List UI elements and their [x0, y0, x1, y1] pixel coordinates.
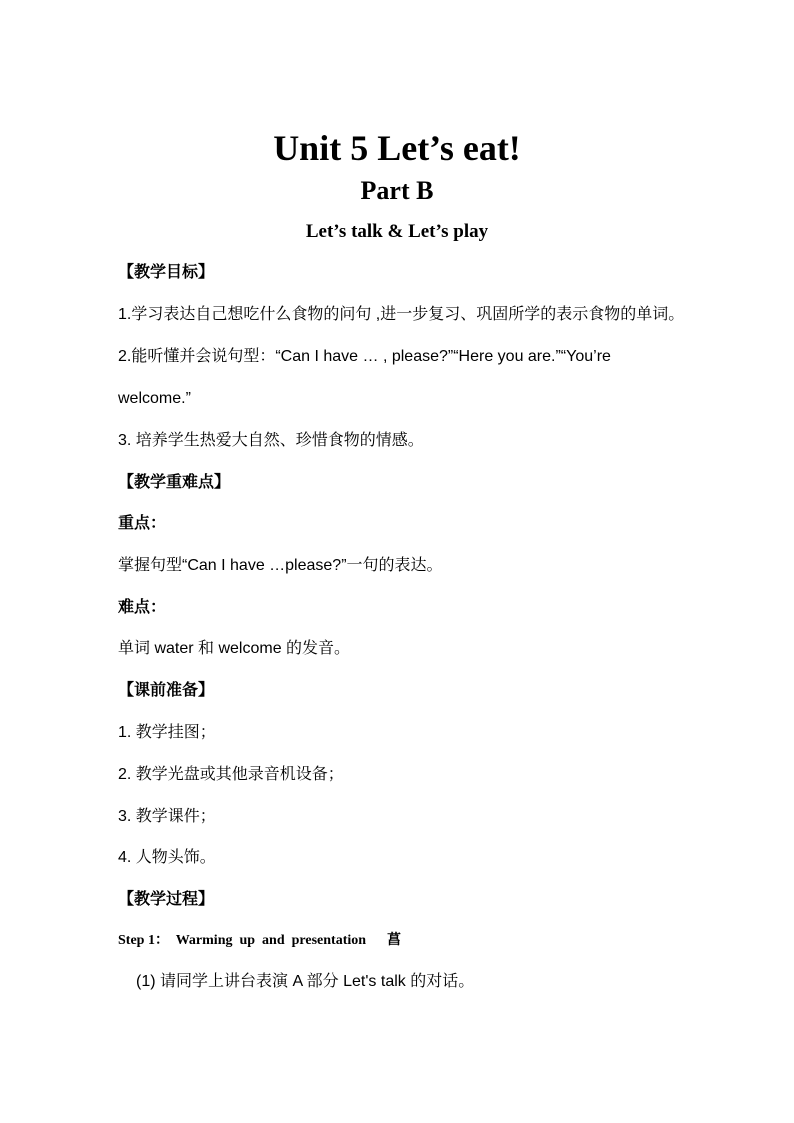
focus-label: 重点： — [118, 515, 167, 532]
objective-item-3: 3. 培养学生热爱大自然、珍惜食物的情感。 — [118, 432, 424, 449]
difficulty-text: 单词 water 和 welcome 的发音。 — [118, 640, 351, 657]
focus-text: 掌握句型“Can I have …please?”一句的表达。 — [118, 557, 443, 574]
key-points-heading: 【教学重难点】 — [118, 474, 231, 491]
lesson-title: Let’s talk & Let’s play — [305, 221, 489, 242]
objective-item-2-line-2: welcome.” — [118, 390, 191, 407]
preparation-item: 3. 教学课件； — [118, 808, 216, 825]
unit-title: Unit 5 Let’s eat! — [273, 128, 521, 168]
difficulty-label: 难点： — [118, 599, 167, 616]
objective-item-1: 1.学习表达自己想吃什么食物的问句 ,进一步复习、巩固所学的表示食物的单词。 — [118, 306, 685, 323]
preparation-heading: 【课前准备】 — [118, 682, 215, 699]
preparation-item: 4. 人物头饰。 — [118, 849, 216, 866]
process-heading: 【教学过程】 — [118, 891, 215, 908]
preparation-item: 1. 教学挂图； — [118, 724, 216, 741]
objectives-heading: 【教学目标】 — [118, 264, 215, 281]
objective-item-2-line-1: 2.能听懂并会说句型：“Can I have … , please?”“Here you are.”“You’re — [118, 348, 611, 365]
step-1-title: Step 1： Warming up and presentation 菖 — [118, 933, 402, 948]
step-1-item-1: (1) 请同学上讲台表演 A 部分 Let's talk 的对话。 — [136, 973, 475, 990]
part-title: Part B — [360, 176, 434, 205]
preparation-item: 2. 教学光盘或其他录音机设备； — [118, 766, 344, 783]
